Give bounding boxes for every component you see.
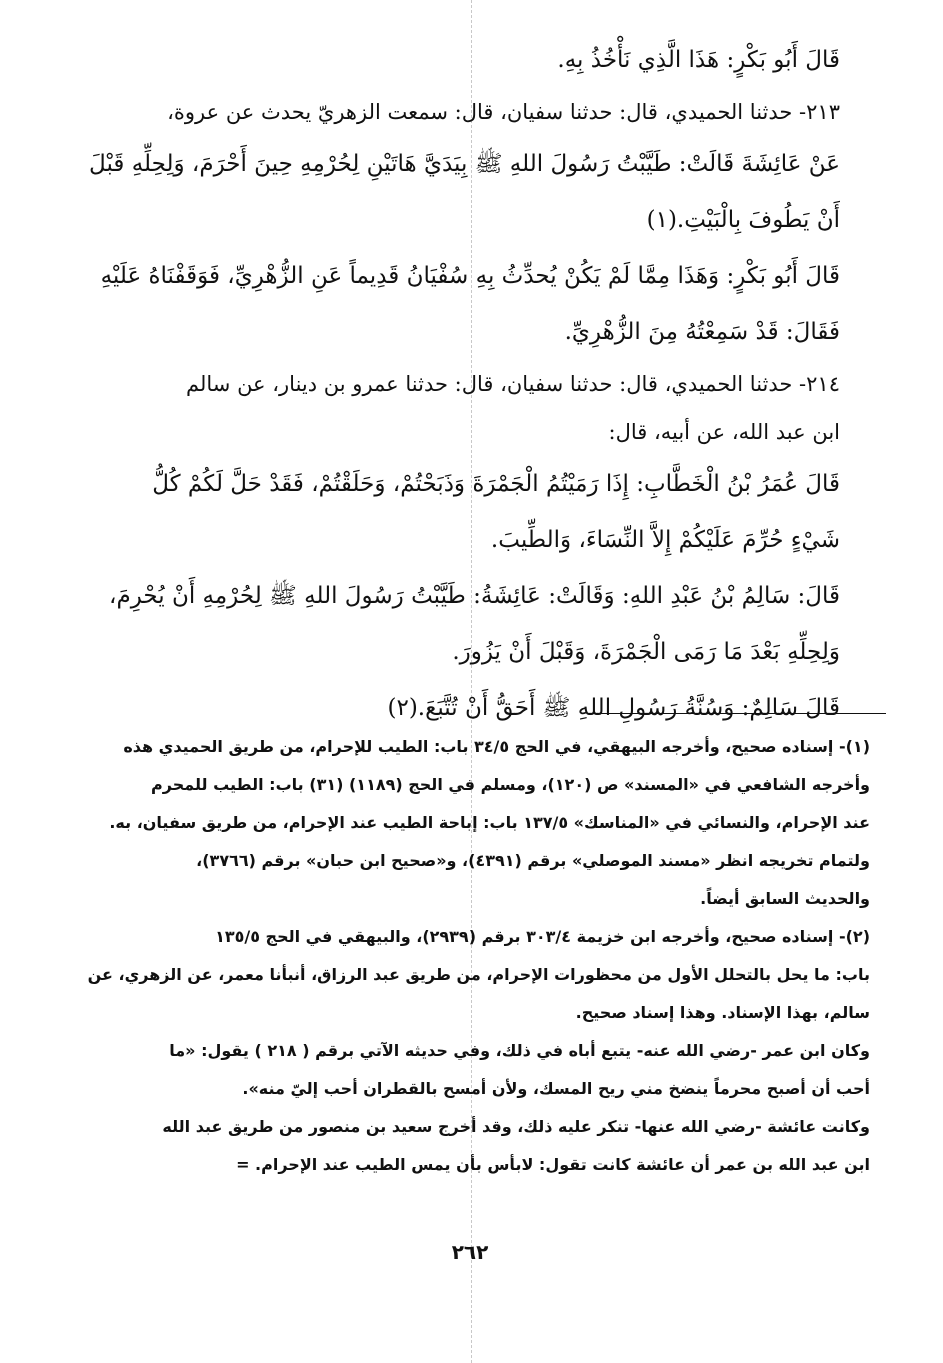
footnote-line: باب: ما يحل بالتحلل الأول من محظورات الإحرام، من طريق عبد الرزاق، أنبأنا معمر، عن الزهري، عن: [87, 965, 870, 984]
hadith-line-214-1: قَالَ عُمَرُ بْنُ الْخَطَّابِ: إِذَا رَمَيْتُمُ الْجَمْرَةَ وَذَبَحْتُمْ، وَحَلَقْتُمْ، فَقَدْ حَلَّ لَكُمْ كُلُّ: [152, 471, 840, 497]
hadith-line-214-5: قَالَ سَالِمٌ: وَسُنَّةُ رَسُولِ اللهِ ﷺ أَحَقُّ أَنْ تُتَّبَعَ.(٢): [387, 695, 840, 721]
isnad-line-214-2: ابن عبد الله، عن أبيه، قال:: [608, 420, 840, 444]
footnote-line: (٢)- إسناده صحيح، وأخرجه ابن خزيمة ٣٠٣/٤ برقم (٢٩٣٩)، والبيهقي في الحج ١٣٥/٥: [215, 927, 870, 946]
hadith-line-214-2: شَيْءٍ حُرِّمَ عَلَيْكُمْ إِلاَّ النِّسَاءَ، وَالطِّيبَ.: [490, 527, 840, 553]
isnad-line-213: ٢١٣- حدثنا الحميدي، قال: حدثنا سفيان، قال: سمعت الزهريّ يحدث عن عروة،: [167, 100, 840, 124]
footnote-line: أحب أن أصبح محرماً ينضخ مني ريح المسك، ولأن أمسح بالقطران أحب إليّ منه».: [242, 1079, 870, 1098]
footnotes: [80, 728, 870, 1184]
hadith-line-213-2: أَنْ يَطُوفَ بِالْبَيْتِ.(١): [646, 207, 840, 233]
hadith-line-214-3: قَالَ: سَالِمُ بْنُ عَبْدِ اللهِ: وَقَالَتْ: عَائِشَةُ: طَيَّبْتُ رَسُولَ اللهِ ﷺ لِحُرْمِهِ أَنْ يُحْرِمَ،: [109, 583, 840, 609]
footnote-line: عند الإحرام، والنسائي في «المناسك» ١٣٧/٥ باب: إباحة الطيب عند الإحرام، من طريق سفيان، به.: [109, 813, 870, 832]
quote-line-1: قَالَ أَبُو بَكْرٍ: هَذَا الَّذِي نَأْخُذُ بِهِ.: [557, 47, 840, 73]
isnad-line-214-1: ٢١٤- حدثنا الحميدي، قال: حدثنا سفيان، قال: حدثنا عمرو بن دينار، عن سالم: [186, 372, 840, 396]
main-text: [80, 32, 840, 736]
hadith-line-214-4: وَلِحِلِّهِ بَعْدَ مَا رَمَى الْجَمْرَةَ، وَقَبْلَ أَنْ يَزُورَ.: [452, 639, 840, 665]
footnote-line: وأخرجه الشافعي في «المسند» ص (١٢٠)، ومسلم في الحج (١١٨٩) (٣١) باب: الطيب للمحرم: [151, 775, 870, 794]
comment-line-1: قَالَ أَبُو بَكْرٍ: وَهَذَا مِمَّا لَمْ يَكُنْ يُحدِّثُ بِهِ سُفْيَانُ قَدِيماً عَنِ الزُّهْرِيِّ، فَوَقَفْنَاهُ عَلَيْهِ: [100, 263, 840, 289]
footnote-line: والحديث السابق أيضاً.: [700, 889, 870, 908]
comment-line-2: فَقَالَ: قَدْ سَمِعْتُهُ مِنَ الزُّهْرِيِّ.: [564, 319, 840, 345]
page-number: ٢٦٢: [451, 1240, 489, 1264]
footnote-separator: [590, 713, 886, 714]
footnote-line: ولتمام تخريجه انظر «مسند الموصلي» برقم (٤٣٩١)، و«صحيح ابن حبان» برقم (٣٧٦٦)،: [196, 851, 870, 870]
hadith-line-213-1: عَنْ عَائِشَةَ قَالَتْ: طَيَّبْتُ رَسُولَ اللهِ ﷺ بِيَدَيَّ هَاتَيْنِ لِحُرْمِهِ حِينَ أَحْرَمَ، وَلِحِلِّهِ قَبْلَ: [89, 151, 840, 177]
footnote-line: (١)- إسناده صحيح، وأخرجه البيهقي، في الحج ٣٤/٥ باب: الطيب للإحرام، من طريق الحميدي هذه: [123, 737, 870, 756]
footnote-line: وكان ابن عمر -رضي الله عنه- يتبع أباه في ذلك، وفي حديثه الآتي برقم ( ٢١٨ ) يقول: «ما: [169, 1041, 870, 1060]
footnote-line: وكانت عائشة -رضي الله عنها- تنكر عليه ذلك، وقد أخرج سعيد بن منصور من طريق عبد الله: [162, 1117, 870, 1136]
footnote-line: ابن عبد الله بن عمر أن عائشة كانت تقول: لابأس بأن يمس الطيب عند الإحرام. =: [236, 1155, 870, 1174]
footnote-line: سالم، بهذا الإسناد. وهذا إسناد صحيح.: [575, 1003, 870, 1022]
